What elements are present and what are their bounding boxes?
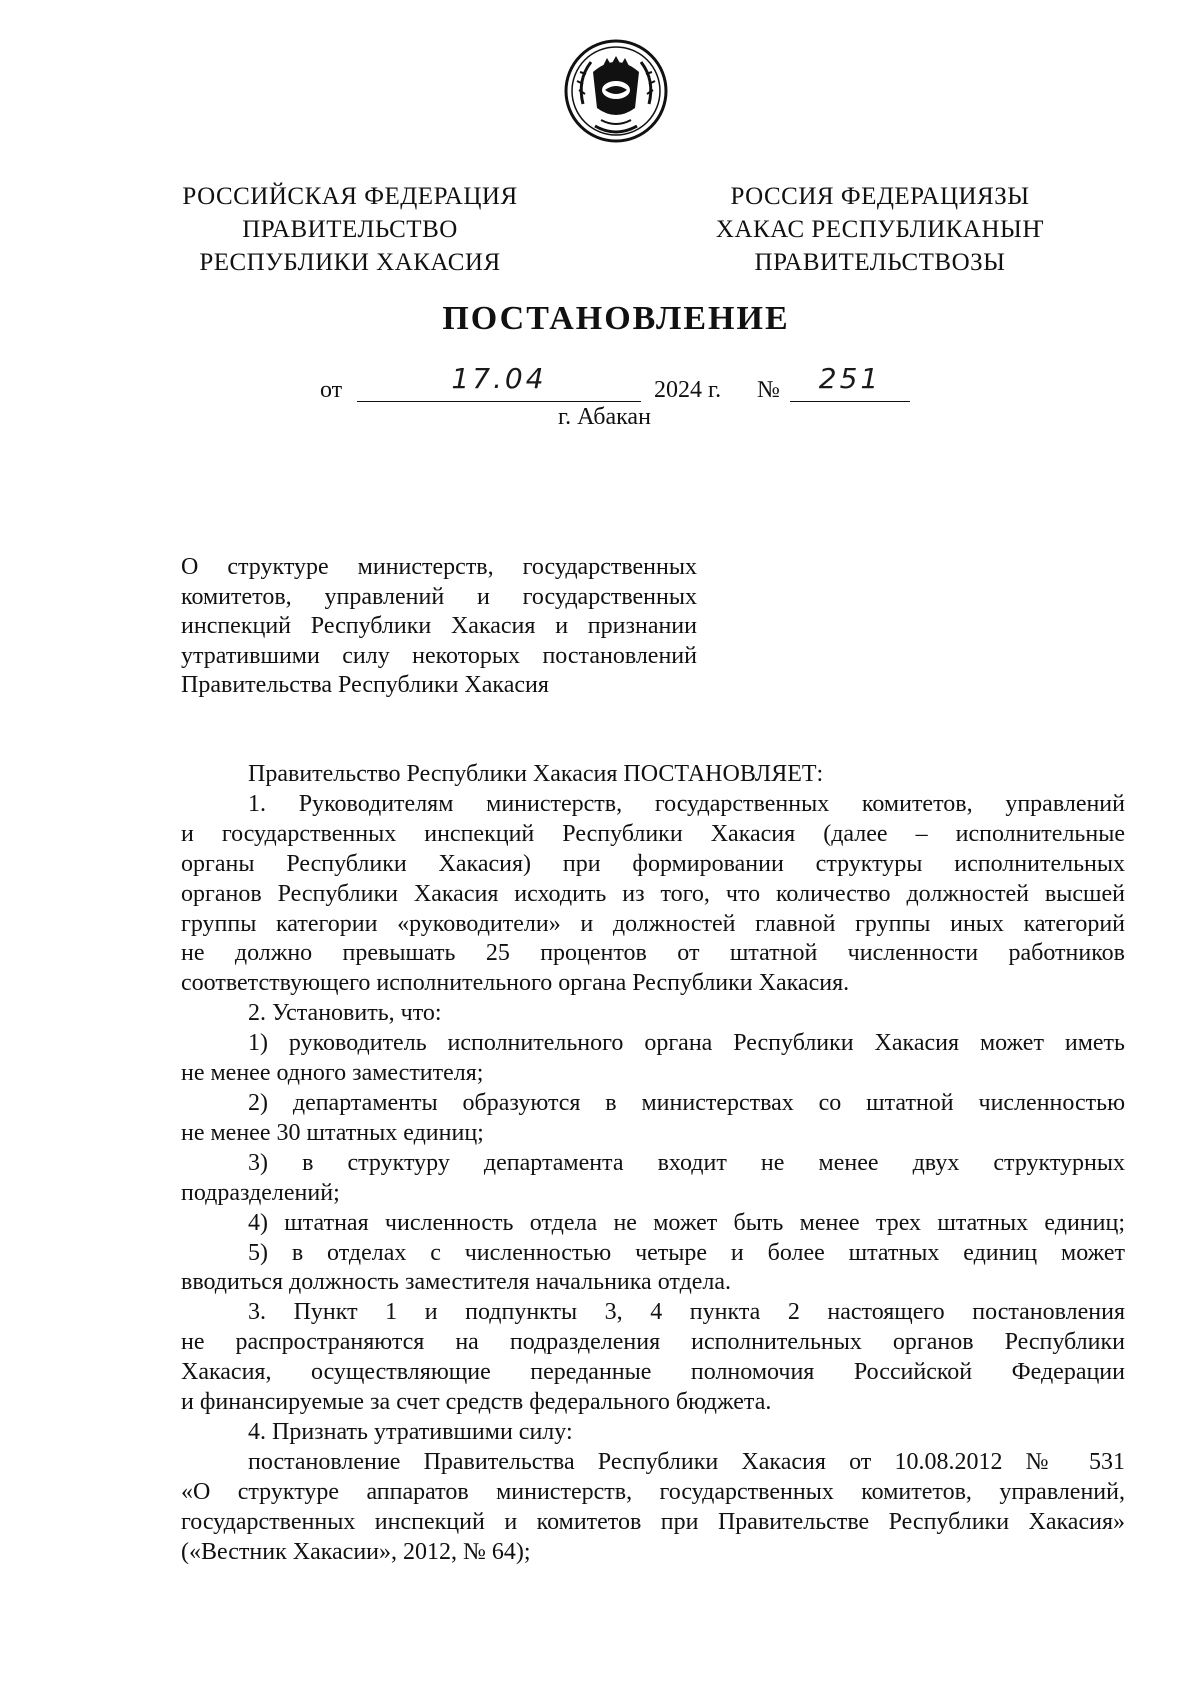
year-label: 2024 г. bbox=[654, 377, 722, 403]
body-line: 3) в структуру департамента входит не менее двух структурных bbox=[248, 1149, 1125, 1176]
body-line: «О структуре аппаратов министерств, государственных комитетов, управлений, bbox=[181, 1478, 1125, 1505]
date-number-line bbox=[320, 362, 920, 408]
header-left-line: ПРАВИТЕЛЬСТВО bbox=[242, 216, 458, 243]
document-body bbox=[181, 760, 1125, 1567]
header-right-line: ХАКАС РЕСПУБЛИКАНЫҤ bbox=[715, 216, 1045, 243]
body-line: не менее одного заместителя; bbox=[181, 1060, 484, 1087]
body-line: не распространяются на подразделения исполнительных органов Республики bbox=[181, 1329, 1125, 1356]
body-line: 1. Руководителям министерств, государственных комитетов, управлений bbox=[248, 790, 1125, 817]
subject-line: Правительства Республики Хакасия bbox=[181, 672, 549, 698]
number-handwritten: 251 bbox=[818, 362, 882, 395]
body-line: подразделений; bbox=[181, 1179, 340, 1206]
body-line: 5) в отделах с численностью четыре и более штатных единиц может bbox=[248, 1239, 1125, 1266]
subject-line: комитетов, управлений и государственных bbox=[181, 583, 697, 610]
date-field bbox=[357, 362, 641, 402]
body-line: постановление Правительства Республики Хакасия от 10.08.2012 № 531 bbox=[248, 1448, 1125, 1475]
body-line: и финансируемые за счет средств федерального бюджета. bbox=[181, 1389, 772, 1416]
body-line: 1) руководитель исполнительного органа Республики Хакасия может иметь bbox=[248, 1030, 1125, 1057]
body-line: («Вестник Хакасии», 2012, № 64); bbox=[181, 1538, 531, 1565]
date-handwritten: 17.04 bbox=[451, 362, 547, 395]
body-line: не должно превышать 25 процентов от штатной численности работников bbox=[181, 940, 1125, 967]
subject-line: утратившими силу некоторых постановлений bbox=[181, 642, 697, 669]
body-line: органов Республики Хакасия исходить из того, что количество должностей высшей bbox=[181, 880, 1125, 907]
body-line: вводиться должность заместителя начальника отдела. bbox=[181, 1269, 732, 1296]
number-field bbox=[790, 362, 910, 402]
from-label: от bbox=[320, 377, 343, 403]
coat-of-arms-icon bbox=[563, 38, 669, 144]
body-line: органы Республики Хакасия) при формировании структуры исполнительных bbox=[181, 850, 1125, 877]
body-line: не менее 30 штатных единиц; bbox=[181, 1119, 484, 1146]
body-line: группы категории «руководители» и должностей главной группы иных категорий bbox=[181, 910, 1125, 937]
body-line: 2. Установить, что: bbox=[248, 1000, 442, 1027]
header-left-line: РОССИЙСКАЯ ФЕДЕРАЦИЯ bbox=[182, 183, 518, 210]
header-left bbox=[170, 180, 530, 279]
city-label: г. Абакан bbox=[558, 404, 651, 430]
body-line: государственных инспекций и комитетов при Правительстве Республики Хакасия» bbox=[181, 1508, 1125, 1535]
body-line: и государственных инспекций Республики Хакасия (далее – исполнительные bbox=[181, 820, 1125, 847]
header-left-line: РЕСПУБЛИКИ ХАКАСИЯ bbox=[199, 249, 501, 276]
header-right-line: РОССИЯ ФЕДЕРАЦИЯЗЫ bbox=[730, 183, 1030, 210]
header-right bbox=[700, 180, 1060, 279]
body-line: Хакасия, осуществляющие переданные полномочия Российской Федерации bbox=[181, 1359, 1125, 1386]
header-right-line: ПРАВИТЕЛЬСТВОЗЫ bbox=[754, 249, 1006, 276]
document-subject bbox=[181, 553, 697, 701]
body-line: 4. Признать утратившими силу: bbox=[248, 1418, 573, 1445]
body-line: Правительство Республики Хакасия ПОСТАНОВЛЯЕТ: bbox=[248, 761, 824, 787]
body-line: 2) департаменты образуются в министерствах со штатной численностью bbox=[248, 1089, 1125, 1116]
body-line: соответствующего исполнительного органа Республики Хакасия. bbox=[181, 970, 850, 997]
number-label: № bbox=[757, 377, 780, 403]
subject-line: инспекций Республики Хакасия и признании bbox=[181, 613, 697, 639]
document-type-title: ПОСТАНОВЛЕНИЕ bbox=[442, 300, 790, 337]
subject-line: О структуре министерств, государственных bbox=[181, 554, 697, 580]
body-line: 4) штатная численность отдела не может быть менее трех штатных единиц; bbox=[248, 1209, 1125, 1236]
body-line: 3. Пункт 1 и подпункты 3, 4 пункта 2 настоящего постановления bbox=[248, 1299, 1125, 1326]
